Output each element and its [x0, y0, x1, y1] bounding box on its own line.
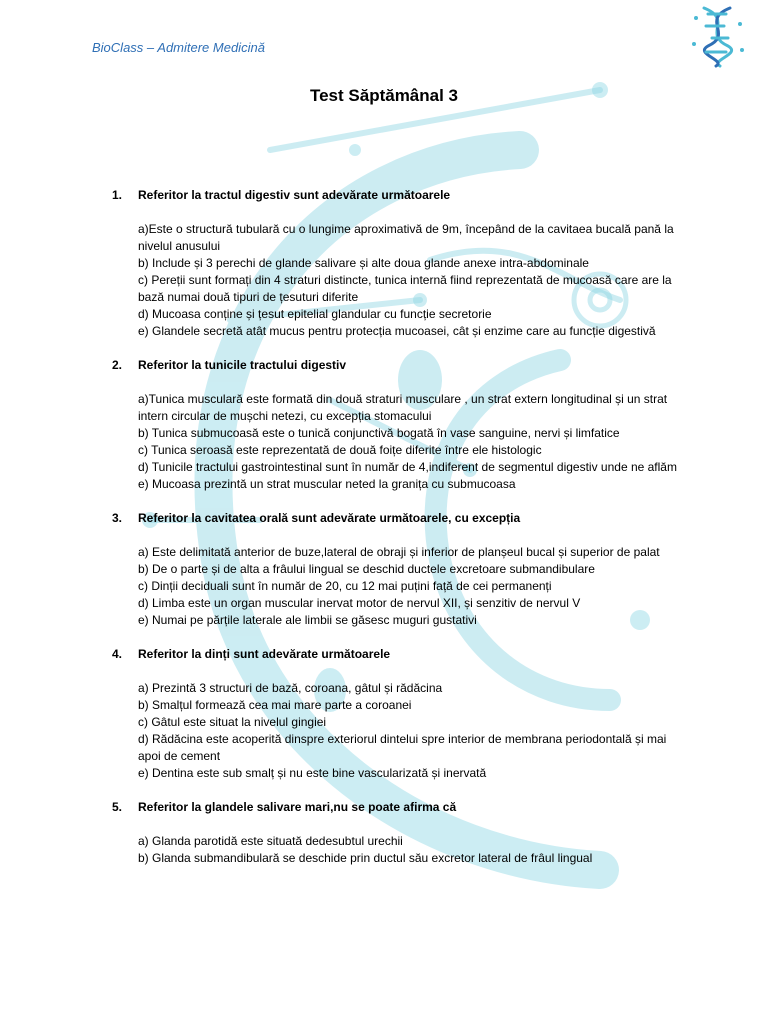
answer-options: [112, 680, 684, 782]
question-number: 4.: [112, 647, 123, 661]
answer-option-d: d) Limba este un organ muscular inervat motor de nervul XII, și senzitiv de nervul V: [138, 596, 581, 610]
dna-helix-icon: [690, 4, 746, 68]
answer-option-a: a)Tunica musculară este formată din două straturi musculare , un strat extern longitudinal și un strat intern circular de mușchi netezi, cu excepția stomacului: [138, 392, 668, 423]
answer-option-b: b) De o parte și de alta a frâului lingual se deschid ductele excretoare submandibulare: [138, 562, 595, 576]
answer-option-d: d) Rădăcina este acoperită dinspre exteriorul dintelui spre interior de membrana periodontală și mai apoi de cement: [138, 732, 667, 763]
question-text: Referitor la dinți sunt adevărate următoarele: [138, 647, 391, 661]
question-text: Referitor la glandele salivare mari,nu se poate afirma că: [138, 800, 457, 814]
answer-option-a: a) Prezintă 3 structuri de bază, coroana, gâtul și rădăcina: [138, 681, 443, 695]
answer-option-e: e) Mucoasa prezintă un strat muscular neted la granița cu submucoasa: [138, 477, 516, 491]
question-text: Referitor la tractul digestiv sunt adevărate următoarele: [138, 188, 451, 202]
question-2: [112, 357, 684, 493]
answer-option-e: e) Numai pe părțile laterale ale limbii se găsesc muguri gustativi: [138, 613, 477, 627]
answer-option-e: e) Dentina este sub smalț și nu este bine vascularizată și inervată: [138, 766, 487, 780]
answer-option-a: a) Glanda parotidă este situată dedesubtul urechii: [138, 834, 403, 848]
answer-options: [112, 833, 684, 867]
answer-options: [112, 221, 684, 340]
question-number: 3.: [112, 511, 123, 525]
header-brand: BioClass – Admitere Medicină: [92, 40, 265, 55]
page-title: Test Săptămânal 3: [309, 86, 459, 105]
answer-option-a: a) Este delimitată anterior de buze,lateral de obraji și inferior de planșeul bucal și superior de palat: [138, 545, 660, 559]
answer-option-b: b) Smalțul formează cea mai mare parte a coroanei: [138, 698, 412, 712]
question-header: [112, 187, 684, 204]
answer-option-c: c) Pereții sunt formați din 4 straturi distincte, tunica internă fiind reprezentată de mucoasă care are la bază numai două tipuri de țesuturi diferite: [138, 273, 672, 304]
answer-option-a: a)Este o structură tubulară cu o lungime aproximativă de 9m, începând de la cavitaea bucală pană la nivelul anusului: [138, 222, 674, 253]
answer-options: [112, 544, 684, 629]
question-header: [112, 646, 684, 663]
answer-option-d: d) Mucoasa conține și țesut epitelial glandular cu funcție secretorie: [138, 307, 492, 321]
answer-option-c: c) Tunica seroasă este reprezentată de două foițe diferite între ele histologic: [138, 443, 542, 457]
question-5: [112, 799, 684, 867]
question-text: Referitor la tunicile tractului digestiv: [138, 358, 347, 372]
answer-option-c: c) Gâtul este situat la nivelul gingiei: [138, 715, 327, 729]
question-3: [112, 510, 684, 629]
question-4: [112, 646, 684, 782]
answer-option-c: c) Dinții deciduali sunt în număr de 20, cu 12 mai puțini față de cei permanenți: [138, 579, 552, 593]
watermark-dot: [349, 144, 361, 156]
answer-option-b: b) Tunica submucoasă este o tunică conjunctivă bogată în vase sanguine, nervi și limfatice: [138, 426, 620, 440]
question-number: 5.: [112, 800, 123, 814]
answer-option-d: d) Tunicile tractului gastrointestinal sunt în număr de 4,indiferent de segmentul digestiv unde ne aflăm: [138, 460, 677, 474]
answer-option-b: b) Glanda submandibulară se deschide prin ductul său excretor lateral de frâul lingual: [138, 851, 593, 865]
question-header: [112, 357, 684, 374]
question-header: [112, 510, 684, 527]
question-text: Referitor la cavitatea orală sunt adevărate următoarele, cu excepția: [138, 511, 521, 525]
question-list: [112, 187, 684, 884]
question-1: [112, 187, 684, 340]
question-number: 1.: [112, 188, 123, 202]
answer-options: [112, 391, 684, 493]
question-header: [112, 799, 684, 816]
answer-option-b: b) Include și 3 perechi de glande salivare și alte doua glande anexe intra-abdominale: [138, 256, 589, 270]
answer-option-e: e) Glandele secretă atât mucus pentru protecția mucoasei, cât și enzime care au funcție digestivă: [138, 324, 656, 338]
question-number: 2.: [112, 358, 123, 372]
